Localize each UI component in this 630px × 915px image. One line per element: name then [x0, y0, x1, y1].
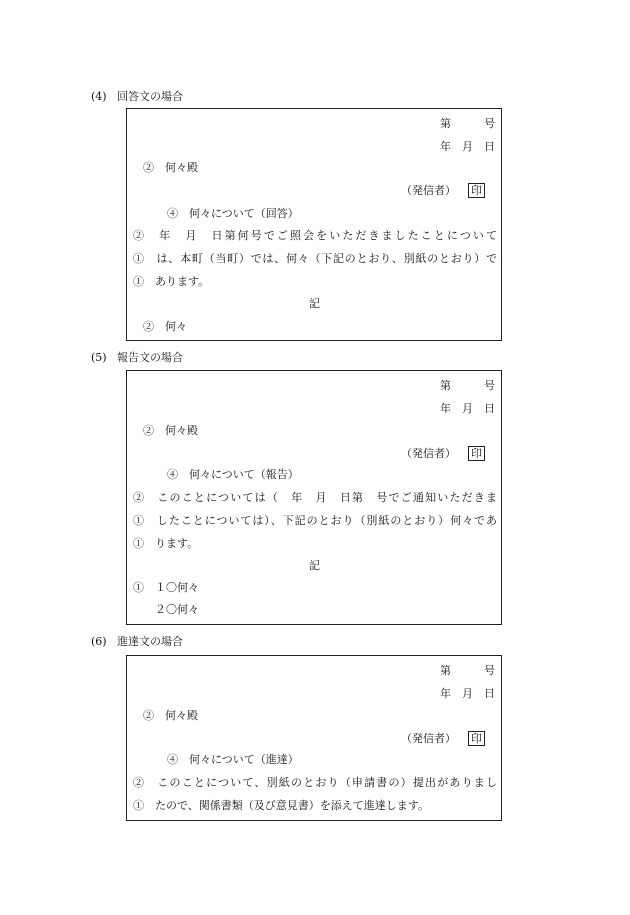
list-item: ① １〇何々 — [133, 581, 199, 594]
section-title: 回答文の場合 — [117, 90, 183, 103]
document-date: 年 月 日 — [440, 402, 495, 415]
subject-line: ④ 何々について（進達） — [167, 753, 299, 766]
body-line: ② 年 月 日第何号でご照会をいただきましたことについて — [133, 229, 497, 242]
ki-mark: 記 — [309, 297, 320, 310]
form-box-report — [126, 370, 502, 625]
seal-mark: 印 — [468, 183, 485, 198]
section-heading — [91, 88, 183, 104]
sender-line — [401, 731, 485, 746]
seal-mark: 印 — [468, 446, 485, 461]
ki-mark: 記 — [309, 559, 320, 572]
subject-line: ④ 何々について（回答） — [167, 207, 299, 220]
body-line: ① たので、関係書類（及び意見書）を添えて進達します。 — [133, 799, 429, 812]
seal-mark: 印 — [468, 731, 485, 746]
body-line: ① は、本町（当町）では、何々（下記のとおり、別紙のとおり）で — [133, 252, 497, 265]
addressee: ② 何々殿 — [143, 424, 198, 437]
subject-line: ④ 何々について（報告） — [167, 468, 299, 481]
sender-label: （発信者） — [401, 732, 456, 745]
form-box-transmittal — [126, 655, 502, 821]
document-date: 年 月 日 — [440, 687, 495, 700]
form-box-reply — [126, 108, 502, 341]
section-heading — [91, 349, 183, 365]
addressee: ② 何々殿 — [143, 709, 198, 722]
section-number: (4) — [91, 90, 107, 103]
body-line: ① あります。 — [133, 275, 210, 288]
list-item: ２〇何々 — [133, 603, 199, 616]
sender-label: （発信者） — [401, 184, 456, 197]
sender-line — [401, 183, 485, 198]
section-title: 進達文の場合 — [117, 635, 183, 648]
section-number: (6) — [91, 635, 107, 648]
list-item: ② 何々 — [143, 320, 187, 333]
sender-label: （発信者） — [401, 447, 456, 460]
document-date: 年 月 日 — [440, 140, 495, 153]
sender-line — [401, 446, 485, 461]
section-heading — [91, 633, 183, 649]
body-line: ② このことについては（ 年 月 日第 号でご通知いただきま — [133, 491, 497, 504]
section-title: 報告文の場合 — [117, 351, 183, 364]
addressee: ② 何々殿 — [143, 161, 198, 174]
section-number: (5) — [91, 351, 107, 364]
body-line: ① したことについては）、下記のとおり（別紙のとおり）何々であ — [133, 514, 497, 527]
body-line: ① ります。 — [133, 537, 199, 550]
document-number: 第 号 — [440, 379, 495, 392]
document-number: 第 号 — [440, 117, 495, 130]
body-line: ② このことについて、別紙のとおり（申請書の）提出がありまし — [133, 776, 497, 789]
document-number: 第 号 — [440, 664, 495, 677]
